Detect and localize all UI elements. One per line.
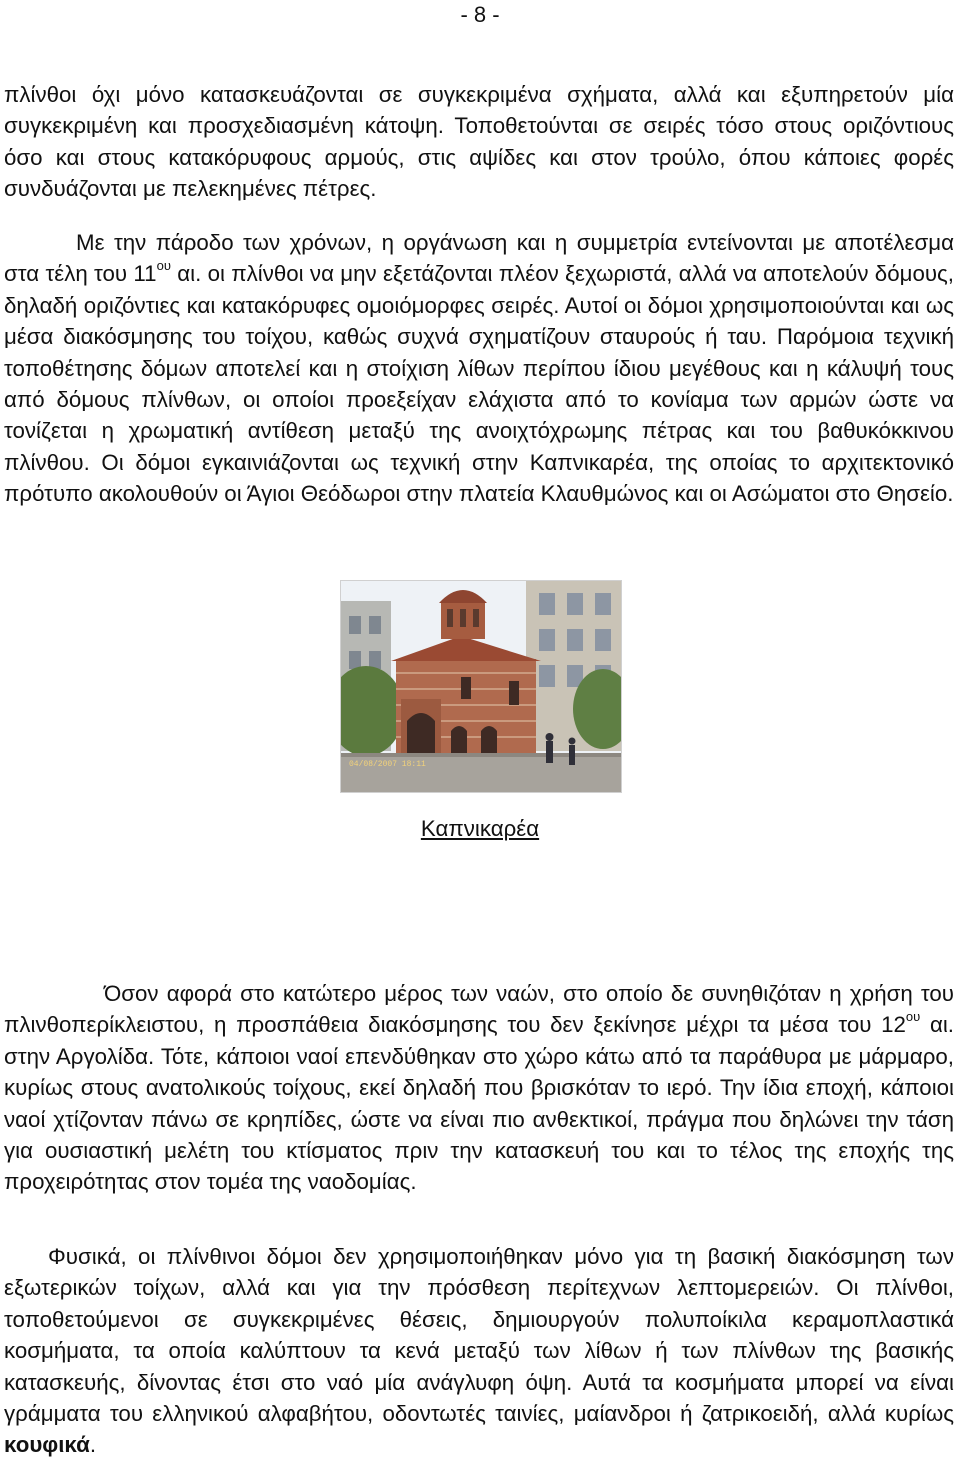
photo-date-stamp: 04/08/2007 18:11 bbox=[349, 760, 426, 769]
paragraph-2-text-a: Με την πάροδο των χρόνων, η οργάνωση και η συμμετρία εντείνονται με αποτέλεσμα στα τέλη του 11 bbox=[4, 230, 954, 287]
ordinal-superscript: ου bbox=[156, 257, 171, 273]
paragraph-3-text-a: Όσον αφορά στο κατώτερο μέρος των ναών, στο οποίο δε συνηθιζόταν η χρήση του πλινθοπερίκλειστου, η προσπάθεια διακόσμησης του δεν ξεκίνησε μέχρι τα μέσα του 12 bbox=[4, 981, 954, 1038]
paragraph-3 bbox=[4, 978, 954, 1198]
paragraph-4-text-b: . bbox=[89, 1432, 97, 1458]
paragraph-4 bbox=[4, 1241, 954, 1461]
bold-term-koufika: κουφικά bbox=[4, 1432, 90, 1458]
figure-caption: Καπνικαρέα bbox=[420, 816, 540, 841]
ordinal-superscript: ου bbox=[905, 1008, 921, 1024]
paragraph-4-text-a: Φυσικά, οι πλίνθινοι δόμοι δεν χρησιμοποιήθηκαν μόνο για τη βασική διακόσμηση των εξωτερικών τοίχων, αλλά και για την πρόσθεση περίτεχνων λεπτομερειών. Οι πλίνθοι, τοποθετούμενοι σε συγκεκριμένες θέσεις, δημιουργούν πολυποίκιλα κεραμοπλαστικά κοσμήματα, τα οποία καλύπτουν τα κενά μεταξύ των λίθων ή των πλίνθων της βασικής κατασκευής, δίνοντας έτσι στο ναό μία ανάγλυφη όψη. Αυτά τα κοσμήματα μπορεί να είναι γράμματα του ελληνικού αλφαβήτου, οδοντωτές ταινίες, μαίανδροι ή ζατρικοειδή, αλλά κυρίως bbox=[4, 1244, 954, 1427]
paragraph-1: πλίνθοι όχι μόνο κατασκευάζονται σε συγκεκριμένα σχήματα, αλλά και εξυπηρετούν μία συγκεκριμένη και προσχεδιασμένη κάτοψη. Τοποθετούνται σε σειρές τόσο στους οριζόντιους όσο και στους κατακόρυφους αρμούς, στις αψίδες και στον τρούλο, όπου κάποιες φορές συνδυάζονται με πελεκημένες πέτρες. bbox=[4, 82, 954, 202]
church-photo bbox=[340, 580, 622, 793]
page-number: - 8 - bbox=[460, 2, 500, 27]
paragraph-2-text-b: αι. οι πλίνθοι να μην εξετάζονται πλέον ξεχωριστά, αλλά να αποτελούν δόμους, δηλαδή οριζόντιες και κατακόρυφες ομοιόμορφες σειρές. Αυτοί οι δόμοι χρησιμοποιούνται και ως μέσα διακόσμησης του τοίχου, καθώς συχνά σχηματίζουν σταυρούς ή ταυ. Παρόμοια τεχνική τοποθέτησης δόμων αποτελεί και η στοίχιση λίθων περίπου ίδιου μεγέθους και η κάλυψή τους από δόμους πλίνθων, οι οποίοι προεξείχαν ελάχιστα από το κονίαμα των αρμών ώστε να τονίζεται η χρωματική αντίθεση μεταξύ της ανοιχτόχρωμης πέτρας και του βαθυκόκκινου πλίνθου. Οι δόμοι εγκαινιάζονται ως τεχνική στην Καπνικαρέα, της οποίας το αρχιτεκτονικό πρότυπο ακολουθούν οι Άγιοι Θεόδωροι στην πλατεία Κλαυθμώνος και οι Ασώματοι στο Θησείο. bbox=[4, 261, 954, 507]
paragraph-2 bbox=[4, 227, 954, 510]
paragraph-3-text-b: αι. στην Αργολίδα. Τότε, κάποιοι ναοί επενδύθηκαν στο χώρο κάτω από τα παράθυρα με μάρμαρο, κυρίως στους ανατολικούς τοίχους, εκεί δηλαδή που βρισκόταν το ιερό. Την ίδια εποχή, κάποιοι ναοί χτίζονταν πάνω σε κρηπίδες, ώστε να είναι πιο ανθεκτικοί, πράγμα που δηλώνει την τάση για ουσιαστική μελέτη του κτίσματος πριν την κατασκευή του και το τέλος της εποχής της προχειρότητας στον τομέα της ναοδομίας. bbox=[4, 1012, 955, 1195]
